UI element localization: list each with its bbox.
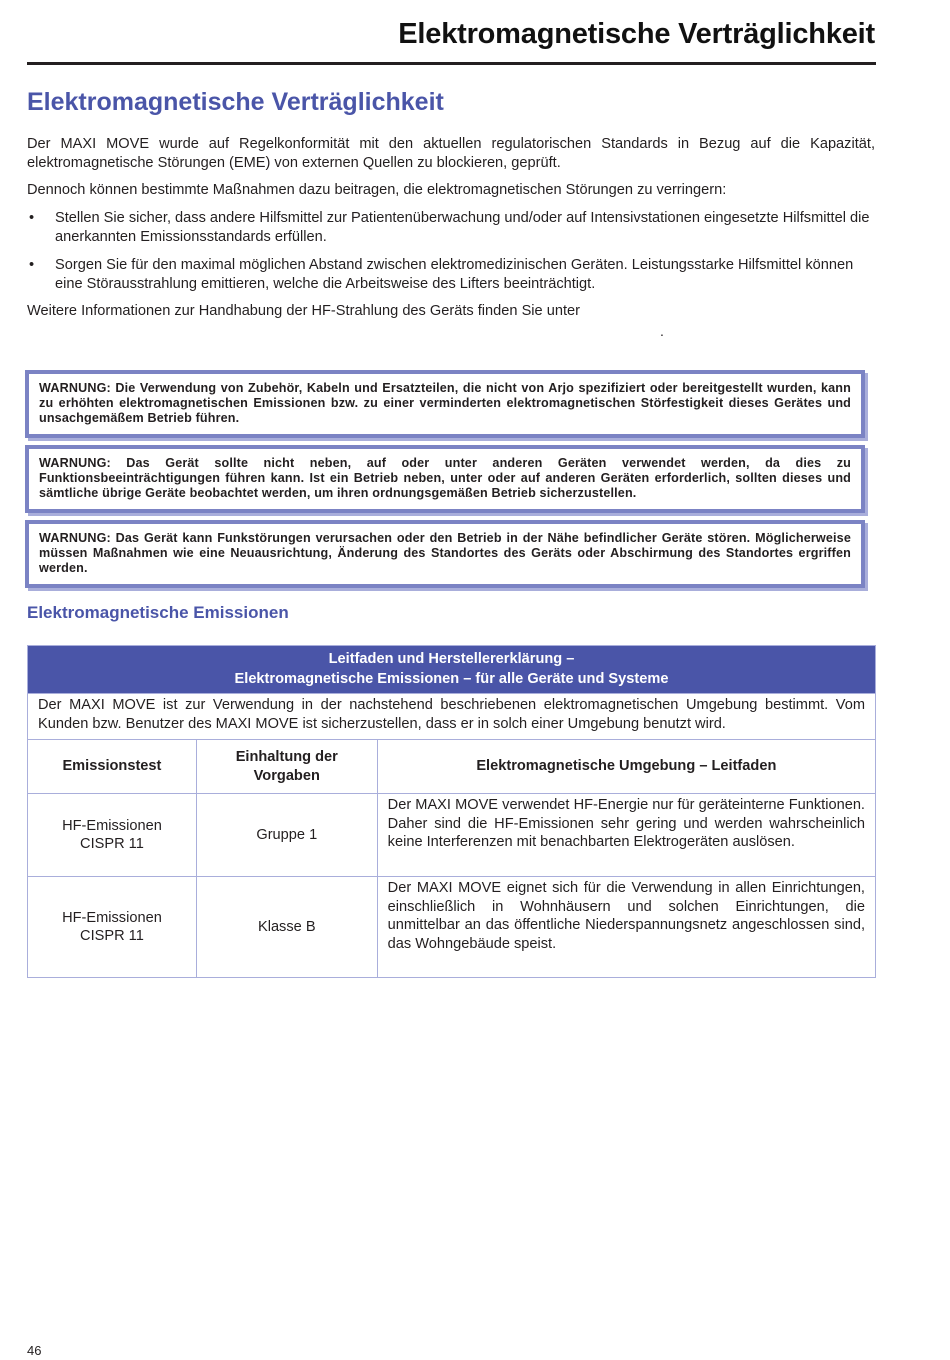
table-header-row: [28, 646, 876, 694]
header-divider: [27, 62, 876, 65]
list-item-text: Sorgen Sie für den maximal möglichen Abstand zwischen elektromedizinischen Geräten. Leistungsstarke Hilfsmittel können eine Störausstrahlung emittieren, welche die Arbeitsweise des Lifters beeinträchtigt.: [55, 257, 854, 292]
page-title: Elektromagnetische Verträglichkeit: [27, 88, 444, 116]
cell-test: [28, 877, 197, 978]
page-number: 46: [27, 1343, 42, 1358]
intro-paragraph-2: Dennoch können bestimmte Maßnahmen dazu beitragen, die elektromagnetischen Störungen zu verringern:: [27, 182, 727, 198]
cell-compliance: Klasse B: [196, 877, 377, 978]
warning-box-interference: WARNUNG: Das Gerät kann Funkstörungen verursachen oder den Betrieb in der Nähe befindlicher Geräte stören. Möglicherweise müssen Maßnahmen wie eine Neuausrichtung, Änderung des Standortes des Geräts oder Abschirmung des Standortes ergriffen werden.: [25, 520, 865, 588]
cell-test-line-2: CISPR 11: [80, 928, 144, 944]
column-header-test: Emissionstest: [28, 740, 197, 794]
table-title-line-1: Leitfaden und Herstellererklärung –: [328, 651, 575, 667]
reference-paragraph: Weitere Informationen zur Handhabung der HF-Strahlung des Geräts finden Sie unter: [27, 303, 580, 319]
column-header-guidance: Elektromagnetische Umgebung – Leitfaden: [377, 740, 875, 794]
column-header-compliance: Einhaltung der Vorgaben: [196, 740, 377, 794]
table-row: [28, 794, 876, 877]
cell-test-line-2: CISPR 11: [80, 836, 144, 852]
table-title: [28, 646, 876, 694]
running-header-title: Elektromagnetische Verträglichkeit: [398, 18, 875, 50]
bullet-icon: •: [29, 257, 35, 273]
table-row: [28, 877, 876, 978]
list-item-text: Stellen Sie sicher, dass andere Hilfsmittel zur Patientenüberwachung und/oder auf Intensivstationen eingesetzte Hilfsmittel die anerkannten Emissionsstandards erfüllen.: [55, 210, 870, 245]
cell-test-line-1: HF-Emissionen: [62, 909, 162, 926]
emissions-table: [27, 645, 876, 978]
warning-box-accessories: WARNUNG: Die Verwendung von Zubehör, Kabeln und Ersatzteilen, die nicht von Arjo spezifiziert oder bereitgestellt wurden, kann zu erhöhten elektromagnetischen Emissionen bzw. zu einer verminderten elektromagnetischen Störfestigkeit dieses Gerätes und unsachgemäßem Betrieb führen.: [25, 370, 865, 438]
section-title: Elektromagnetische Emissionen: [27, 603, 289, 622]
cell-test: [28, 794, 197, 877]
bullet-icon: •: [29, 210, 35, 226]
table-column-headers: [28, 740, 876, 794]
list-item: [27, 256, 875, 294]
table-intro-text: Der MAXI MOVE ist zur Verwendung in der nachstehend beschriebenen elektromagnetischen Umgebung bestimmt. Vom Kunden bzw. Benutzer des MAXI MOVE ist sicherzustellen, dass er in solch einer Umgebung benutzt wird.: [28, 694, 876, 740]
reference-end-mark: .: [660, 323, 664, 339]
measures-list: [27, 209, 875, 303]
cell-test-line-1: HF-Emissionen: [62, 817, 162, 834]
table-intro-row: [28, 694, 876, 740]
intro-paragraph-1: Der MAXI MOVE wurde auf Regelkonformität mit den aktuellen regulatorischen Standards in Bezug auf die Kapazität, elektromagnetische Störungen (EME) von externen Quellen zu blockieren, geprüft.: [27, 136, 875, 171]
cell-guidance: Der MAXI MOVE eignet sich für die Verwendung in allen Einrichtungen, einschließlich in Wohnhäusern und solchen Einrichtungen, die unmittelbar an das öffentliche Niederspannungsnetz angeschlossen sind, das Wohngebäude speist.: [377, 877, 875, 978]
cell-compliance: Gruppe 1: [196, 794, 377, 877]
table-title-line-2: Elektromagnetische Emissionen – für alle Geräte und Systeme: [234, 671, 669, 687]
warning-box-stacking: WARNUNG: Das Gerät sollte nicht neben, auf oder unter anderen Geräten verwendet werden, da dies zu Funktionsbeeinträchtigungen führen kann. Ist ein Betrieb neben, unter oder auf anderen Geräten erforderlich, sollten dieses und sämtliche übrige Geräte beobachtet werden, um ihren ordnungsgemäßen Betrieb sicherzustellen.: [25, 445, 865, 513]
list-item: [27, 209, 875, 247]
cell-guidance: Der MAXI MOVE verwendet HF-Energie nur für geräteinterne Funktionen. Daher sind die HF-Emissionen sehr gering und werden wahrscheinlich keine Interferenzen mit benachbarten Elektrogeräten auslösen.: [377, 794, 875, 877]
